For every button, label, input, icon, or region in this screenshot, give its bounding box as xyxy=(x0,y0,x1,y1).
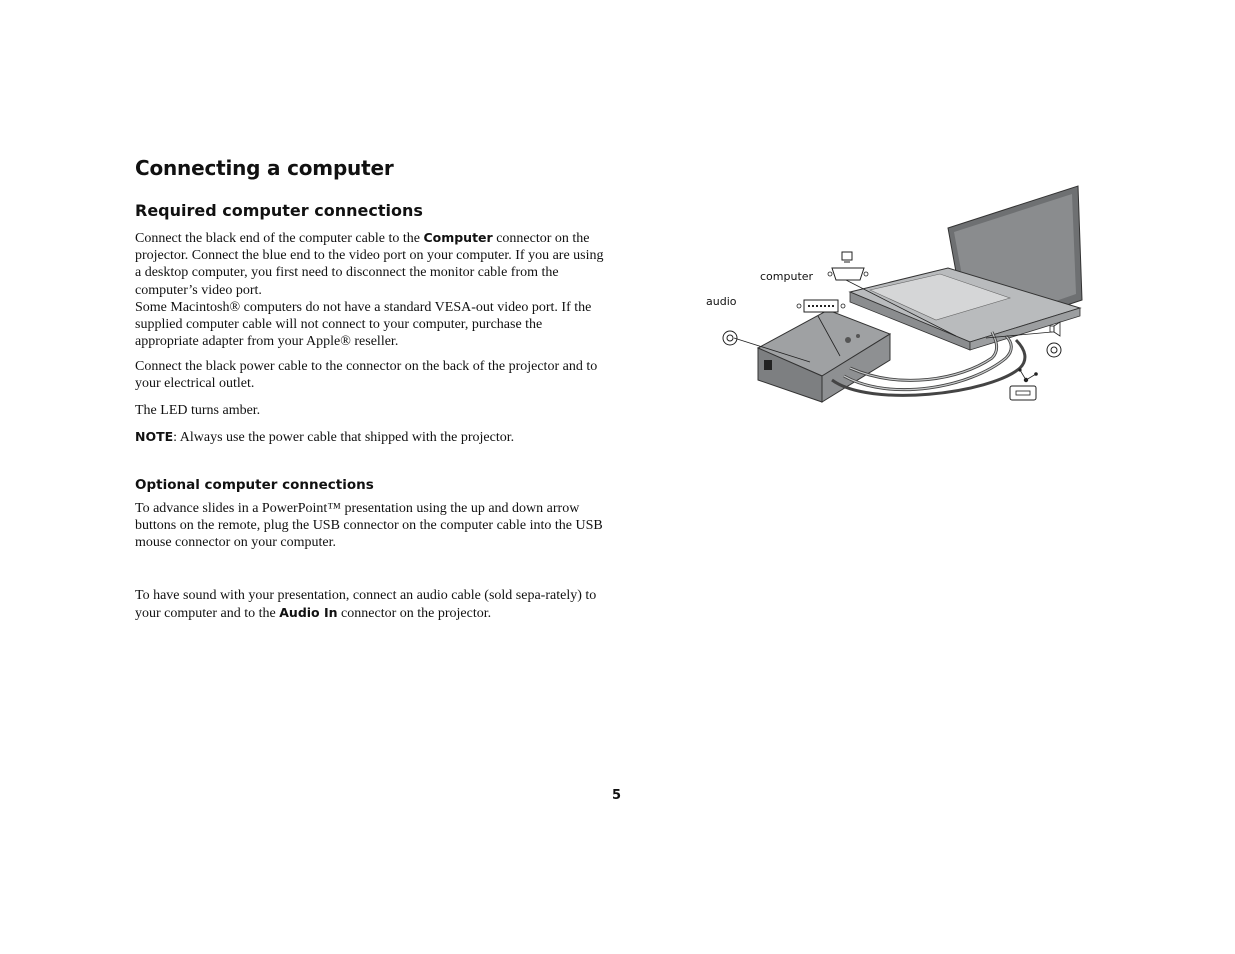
section-heading-required: Required computer connections xyxy=(135,201,423,220)
usb-symbol-icon xyxy=(1018,368,1037,382)
laptop-illustration xyxy=(850,186,1082,350)
label-audio: audio xyxy=(706,295,737,308)
note-paragraph: NOTE: Always use the power cable that shipped with the projector. xyxy=(135,429,515,445)
page-title: Connecting a computer xyxy=(135,156,394,180)
paragraph-computer-cable: Connect the black end of the computer cable to the Computer connector on the projector. Connect the blue end to the video port on your computer. If you are using a desktop computer, you first need to disconnect the monitor cable from the computer’s video port. Some Macintosh® computers do not have a standard VESA-out video port. If the supplied computer cable will not connect to your computer, purchase the appropriate adapter from your Apple® reseller. xyxy=(135,230,604,350)
label-computer: computer xyxy=(760,270,814,283)
paragraph-led: The LED turns amber. xyxy=(135,403,261,418)
note-label: NOTE xyxy=(135,429,174,444)
paragraph-power-cable: Connect the black power cable to the connector on the back of the projector and to your electrical outlet. xyxy=(135,359,598,392)
dvi-port-icon xyxy=(797,300,845,312)
paragraph-macintosh: Some Macintosh® computers do not have a standard VESA-out video port. If the supplied computer cable will not connect to your computer, purchase the appropriate adapter from your Apple® reseller. xyxy=(135,299,592,350)
page-number: 5 xyxy=(612,788,622,803)
bold-audio-in: Audio In xyxy=(279,605,338,621)
paragraph-audio: To have sound with your presentation, connect an audio cable (sold sepa-rately) to your computer and to the Audio In connector on the projector. xyxy=(135,588,597,622)
usb-port-icon xyxy=(1010,386,1036,400)
audio-out-jack-icon xyxy=(1047,343,1061,357)
connection-diagram xyxy=(700,180,1090,410)
monitor-icon xyxy=(842,252,852,262)
bold-computer: Computer xyxy=(423,230,493,245)
paragraph-usb: To advance slides in a PowerPoint™ presentation using the up and down arrow buttons on the remote, plug the USB connector on the computer cable into the USB mouse connector on your computer. xyxy=(135,501,603,551)
vga-port-icon xyxy=(828,268,868,280)
section-heading-optional: Optional computer connections xyxy=(135,477,374,493)
projector-illustration xyxy=(758,310,890,402)
